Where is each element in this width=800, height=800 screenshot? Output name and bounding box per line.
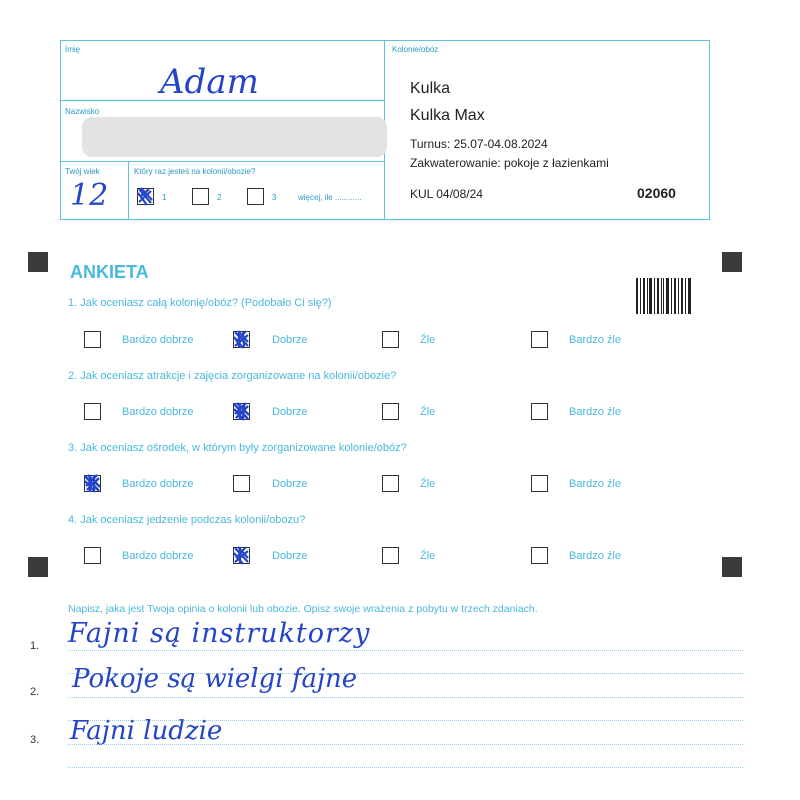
q1-checkbox-bardzo-dobrze[interactable] (84, 331, 101, 348)
camp-number: 02060 (637, 185, 676, 201)
opinion-line-2-dotted (68, 697, 743, 698)
q1-option-dobrze: Dobrze (272, 334, 308, 346)
alignment-marker-top-left (28, 252, 48, 272)
opinion-line-2-text: Pokoje są wielgi fajne (72, 664, 358, 694)
alignment-marker-top-right (722, 252, 742, 272)
barcode-icon (636, 278, 692, 314)
wiek-value: 12 (70, 178, 109, 213)
opinion-line-1-text: Fajni są instruktorzy (68, 618, 371, 649)
q4-option-zle: Źle (420, 550, 436, 562)
q2-checkbox-bardzo-dobrze[interactable] (84, 403, 101, 420)
q1-option-zle: Źle (420, 334, 436, 346)
q4-option-bardzo-dobrze: Bardzo dobrze (122, 550, 194, 562)
q1-checkbox-bardzo-zle[interactable] (531, 331, 548, 348)
opinion-line-3-number: 3. (30, 734, 40, 746)
q1-option-bardzo-dobrze: Bardzo dobrze (122, 334, 194, 346)
q2-option-dobrze: Dobrze (272, 406, 308, 418)
question-3-text: 3. Jak oceniasz ośrodek, w którym były zorganizowane kolonie/obóz? (68, 442, 407, 454)
opinion-line-1-number: 1. (30, 640, 40, 652)
q1-option-bardzo-zle: Bardzo źle (569, 334, 621, 346)
q2-option-bardzo-zle: Bardzo źle (569, 406, 621, 418)
q3-option-dobrze: Dobrze (272, 478, 308, 490)
question-1-text: 1. Jak oceniasz całą kolonię/obóz? (Podobało Ci się?) (68, 297, 332, 309)
redacted-surname (82, 117, 387, 157)
ktory-raz-checkbox-2[interactable] (192, 188, 209, 205)
opinion-prompt: Napisz, jaka jest Twoja opinia o kolonii lub obozie. Opisz swoje wrażenia z pobytu w trzech zdaniach. (68, 603, 538, 615)
ktory-raz-checkbox-3[interactable] (247, 188, 264, 205)
q1-checkbox-dobrze[interactable] (233, 331, 250, 348)
q3-option-zle: Źle (420, 478, 436, 490)
wiecej-label: więcej, ile ............ (298, 193, 362, 202)
alignment-marker-bottom-left (28, 557, 48, 577)
survey-title: ANKIETA (70, 262, 149, 282)
q4-checkbox-dobrze[interactable] (233, 547, 250, 564)
opinion-line-2-number: 2. (30, 686, 40, 698)
camp-turnus: Turnus: 25.07-04.08.2024 (410, 137, 548, 151)
imie-label: Imię (65, 45, 81, 54)
q3-checkbox-bardzo-zle[interactable] (531, 475, 548, 492)
opinion-line-1-dotted (68, 650, 743, 651)
q3-checkbox-dobrze[interactable] (233, 475, 250, 492)
camp-code: KUL 04/08/24 (410, 187, 483, 201)
alignment-marker-bottom-right (722, 557, 742, 577)
ktory-raz-option-1: 1 (162, 193, 167, 202)
wiek-label: Twój wiek (65, 167, 100, 176)
ktory-raz-option-3: 3 (272, 193, 277, 202)
ktory-raz-label: Który raz jesteś na kolonii/obozie? (134, 167, 256, 176)
opinion-line-3-text: Fajni ludzie (70, 716, 223, 746)
q2-checkbox-zle[interactable] (382, 403, 399, 420)
q3-checkbox-zle[interactable] (382, 475, 399, 492)
ktory-raz-option-2: 2 (217, 193, 222, 202)
q3-option-bardzo-zle: Bardzo źle (569, 478, 621, 490)
q4-checkbox-bardzo-zle[interactable] (531, 547, 548, 564)
ktory-raz-checkbox-1[interactable] (137, 188, 154, 205)
q4-checkbox-bardzo-dobrze[interactable] (84, 547, 101, 564)
opinion-line-3-dotted (68, 744, 743, 745)
q2-checkbox-bardzo-zle[interactable] (531, 403, 548, 420)
q4-option-bardzo-zle: Bardzo źle (569, 550, 621, 562)
camp-zakwaterowanie: Zakwaterowanie: pokoje z łazienkami (410, 156, 609, 170)
imie-value: Adam (160, 62, 259, 102)
q3-checkbox-bardzo-dobrze[interactable] (84, 475, 101, 492)
nazwisko-label: Nazwisko (65, 107, 100, 116)
q4-checkbox-zle[interactable] (382, 547, 399, 564)
q1-checkbox-zle[interactable] (382, 331, 399, 348)
question-2-text: 2. Jak oceniasz atrakcje i zajęcia zorganizowane na kolonii/obozie? (68, 370, 397, 382)
q2-checkbox-dobrze[interactable] (233, 403, 250, 420)
opinion-line-3-dotted-2 (68, 767, 743, 768)
q2-option-zle: Źle (420, 406, 436, 418)
q3-option-bardzo-dobrze: Bardzo dobrze (122, 478, 194, 490)
camp-label: Kolonie/obóz (392, 45, 439, 54)
camp-name-2: Kulka Max (410, 107, 485, 124)
q4-option-dobrze: Dobrze (272, 550, 308, 562)
question-4-text: 4. Jak oceniasz jedzenie podczas kolonii/obozu? (68, 514, 306, 526)
q2-option-bardzo-dobrze: Bardzo dobrze (122, 406, 194, 418)
camp-name-1: Kulka (410, 80, 451, 97)
